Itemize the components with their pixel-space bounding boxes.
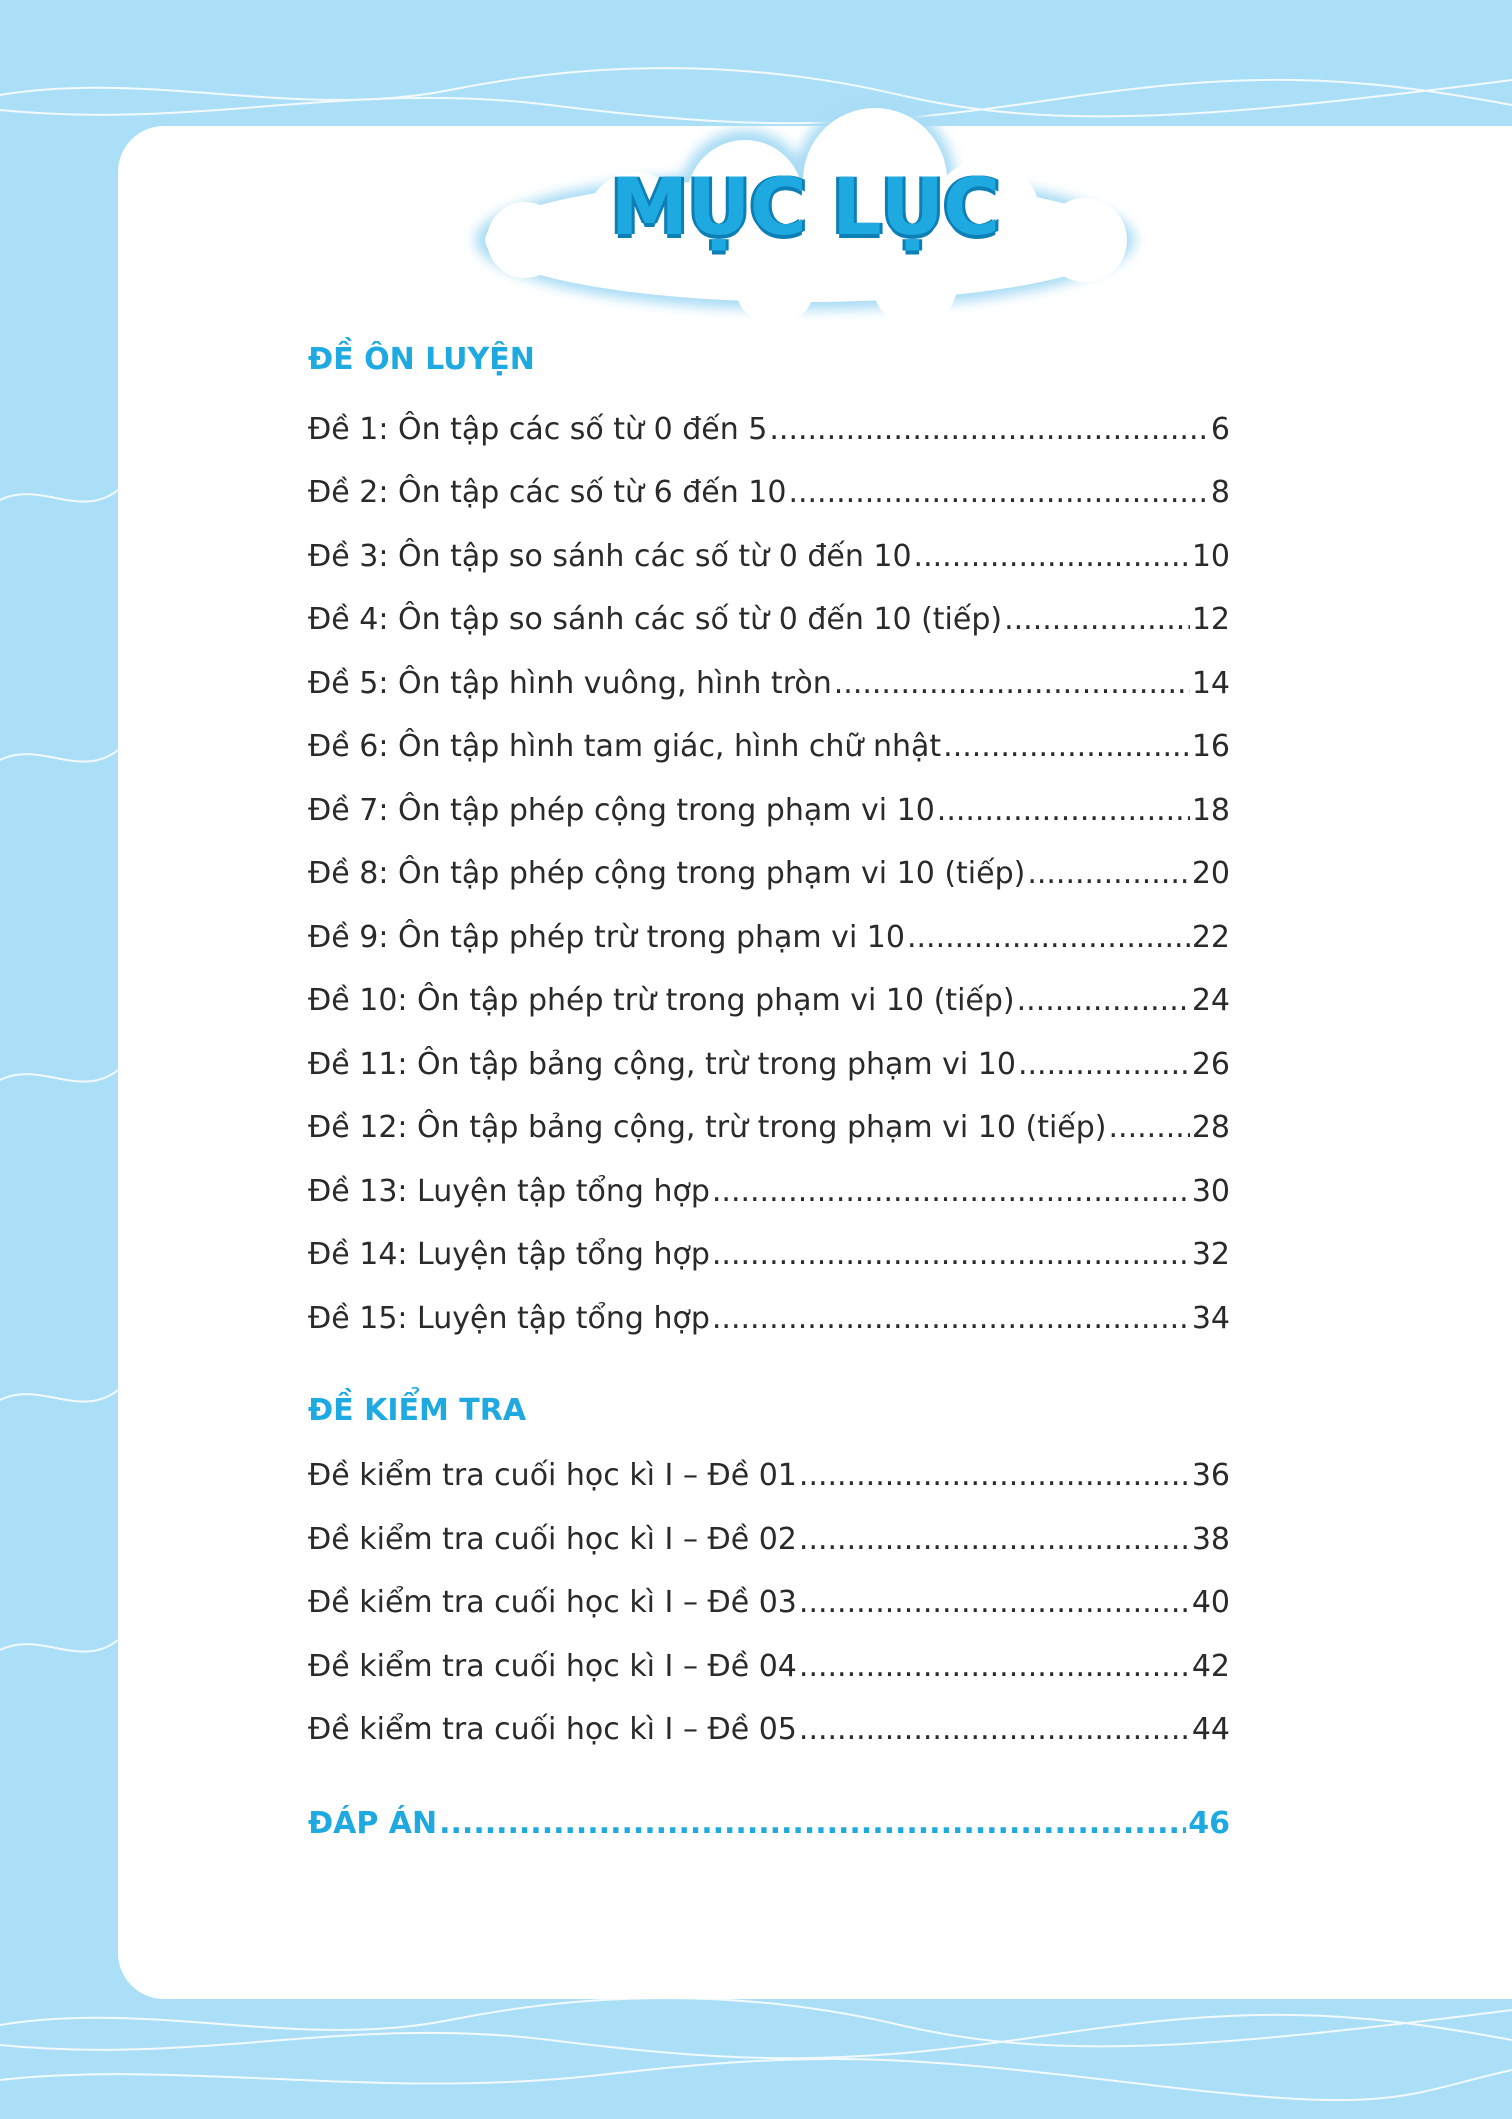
dot-leader [1018, 1045, 1190, 1085]
page-title: MỤC LỤC [610, 163, 1000, 253]
toc-entry-page: 46 [1188, 1806, 1230, 1841]
dot-leader [943, 727, 1190, 767]
toc-entry-page: 42 [1191, 1649, 1230, 1684]
toc-entry-answers[interactable] [308, 1804, 1230, 1844]
dot-leader [907, 918, 1190, 958]
toc-entry-page: 40 [1191, 1585, 1230, 1620]
section-heading: ĐỀ ÔN LUYỆN [308, 342, 535, 377]
toc-entry[interactable] [308, 1045, 1230, 1085]
dot-leader [799, 1647, 1190, 1687]
toc-entry-label: Đề 3: Ôn tập so sánh các số từ 0 đến 10 [308, 539, 912, 574]
dot-leader [914, 537, 1190, 577]
dot-leader [712, 1172, 1190, 1212]
toc-entry[interactable] [308, 1299, 1230, 1339]
dot-leader [712, 1235, 1190, 1275]
dot-leader [1004, 600, 1190, 640]
toc-entry-page: 16 [1191, 729, 1230, 764]
toc-entry[interactable] [308, 473, 1230, 513]
toc-entry-label: Đề 7: Ôn tập phép cộng trong phạm vi 10 [308, 793, 935, 828]
dot-leader [799, 1710, 1190, 1750]
dot-leader [937, 791, 1190, 831]
dot-leader [1017, 981, 1190, 1021]
toc-entry-label: Đề 12: Ôn tập bảng cộng, trừ trong phạm vi 10 (tiếp) [308, 1110, 1107, 1145]
toc-entry[interactable] [308, 537, 1230, 577]
dot-leader [769, 410, 1209, 450]
toc-entry[interactable] [308, 1456, 1230, 1496]
toc-entry[interactable] [308, 664, 1230, 704]
toc-entry[interactable] [308, 1583, 1230, 1623]
toc-entry-page: 6 [1210, 412, 1230, 447]
toc-entry-label: Đề 8: Ôn tập phép cộng trong phạm vi 10 (tiếp) [308, 856, 1026, 891]
toc-entry-label: Đề kiểm tra cuối học kì I – Đề 03 [308, 1585, 797, 1620]
toc-entry-page: 28 [1191, 1110, 1230, 1145]
toc-entry-page: 38 [1191, 1522, 1230, 1557]
toc-entry-label: Đề 6: Ôn tập hình tam giác, hình chữ nhật [308, 729, 942, 764]
toc-entry-label: Đề 15: Luyện tập tổng hợp [308, 1301, 710, 1336]
toc-entry-page: 30 [1191, 1174, 1230, 1209]
section-heading: ĐỀ KIỂM TRA [308, 1393, 527, 1428]
toc-entry[interactable] [308, 854, 1230, 894]
toc-entry-page: 14 [1191, 666, 1230, 701]
dot-leader [799, 1456, 1190, 1496]
toc-entry[interactable] [308, 1235, 1230, 1275]
toc-entry[interactable] [308, 727, 1230, 767]
toc-entry-label: Đề kiểm tra cuối học kì I – Đề 05 [308, 1712, 797, 1747]
toc-entry-page: 44 [1191, 1712, 1230, 1747]
toc-entry[interactable] [308, 410, 1230, 450]
toc-entry-label: Đề 5: Ôn tập hình vuông, hình tròn [308, 666, 832, 701]
toc-entry-page: 18 [1191, 793, 1230, 828]
toc-entry-label: Đề kiểm tra cuối học kì I – Đề 01 [308, 1458, 797, 1493]
toc-entry[interactable] [308, 600, 1230, 640]
toc-entry[interactable] [308, 1710, 1230, 1750]
toc-entry-label: Đề 13: Luyện tập tổng hợp [308, 1174, 710, 1209]
toc-entry-label: Đề 4: Ôn tập so sánh các số từ 0 đến 10 (tiếp) [308, 602, 1003, 637]
toc-entry[interactable] [308, 1647, 1230, 1687]
dot-leader [439, 1804, 1186, 1844]
toc-entry[interactable] [308, 1108, 1230, 1148]
toc-entry-page: 8 [1210, 475, 1230, 510]
toc-entry-label: Đề 2: Ôn tập các số từ 6 đến 10 [308, 475, 787, 510]
dot-leader [834, 664, 1190, 704]
toc-entry-label: Đề kiểm tra cuối học kì I – Đề 02 [308, 1522, 797, 1557]
dot-leader [1027, 854, 1189, 894]
dot-leader [788, 473, 1208, 513]
dot-leader [799, 1583, 1190, 1623]
toc-entry-label: ĐÁP ÁN [308, 1806, 438, 1841]
toc-entry-page: 10 [1191, 539, 1230, 574]
dot-leader [1109, 1108, 1190, 1148]
toc-entry-label: Đề 11: Ôn tập bảng cộng, trừ trong phạm vi 10 [308, 1047, 1016, 1082]
toc-entry-page: 20 [1191, 856, 1230, 891]
toc-entry-label: Đề 1: Ôn tập các số từ 0 đến 5 [308, 412, 768, 447]
toc-entry-label: Đề 10: Ôn tập phép trừ trong phạm vi 10 (tiếp) [308, 983, 1015, 1018]
dot-leader [712, 1299, 1190, 1339]
toc-entry-page: 36 [1191, 1458, 1230, 1493]
toc-entry[interactable] [308, 791, 1230, 831]
toc-entry-label: Đề 9: Ôn tập phép trừ trong phạm vi 10 [308, 920, 905, 955]
dot-leader [799, 1520, 1190, 1560]
toc-entry[interactable] [308, 1172, 1230, 1212]
toc-entry-page: 12 [1191, 602, 1230, 637]
toc-entry-page: 26 [1191, 1047, 1230, 1082]
toc-entry[interactable] [308, 1520, 1230, 1560]
toc-entry-label: Đề 14: Luyện tập tổng hợp [308, 1237, 710, 1272]
toc-entry[interactable] [308, 918, 1230, 958]
toc-entry-page: 24 [1191, 983, 1230, 1018]
toc-entry-page: 22 [1191, 920, 1230, 955]
toc-entry[interactable] [308, 981, 1230, 1021]
toc-entry-page: 34 [1191, 1301, 1230, 1336]
toc-entry-label: Đề kiểm tra cuối học kì I – Đề 04 [308, 1649, 797, 1684]
toc-entry-page: 32 [1191, 1237, 1230, 1272]
